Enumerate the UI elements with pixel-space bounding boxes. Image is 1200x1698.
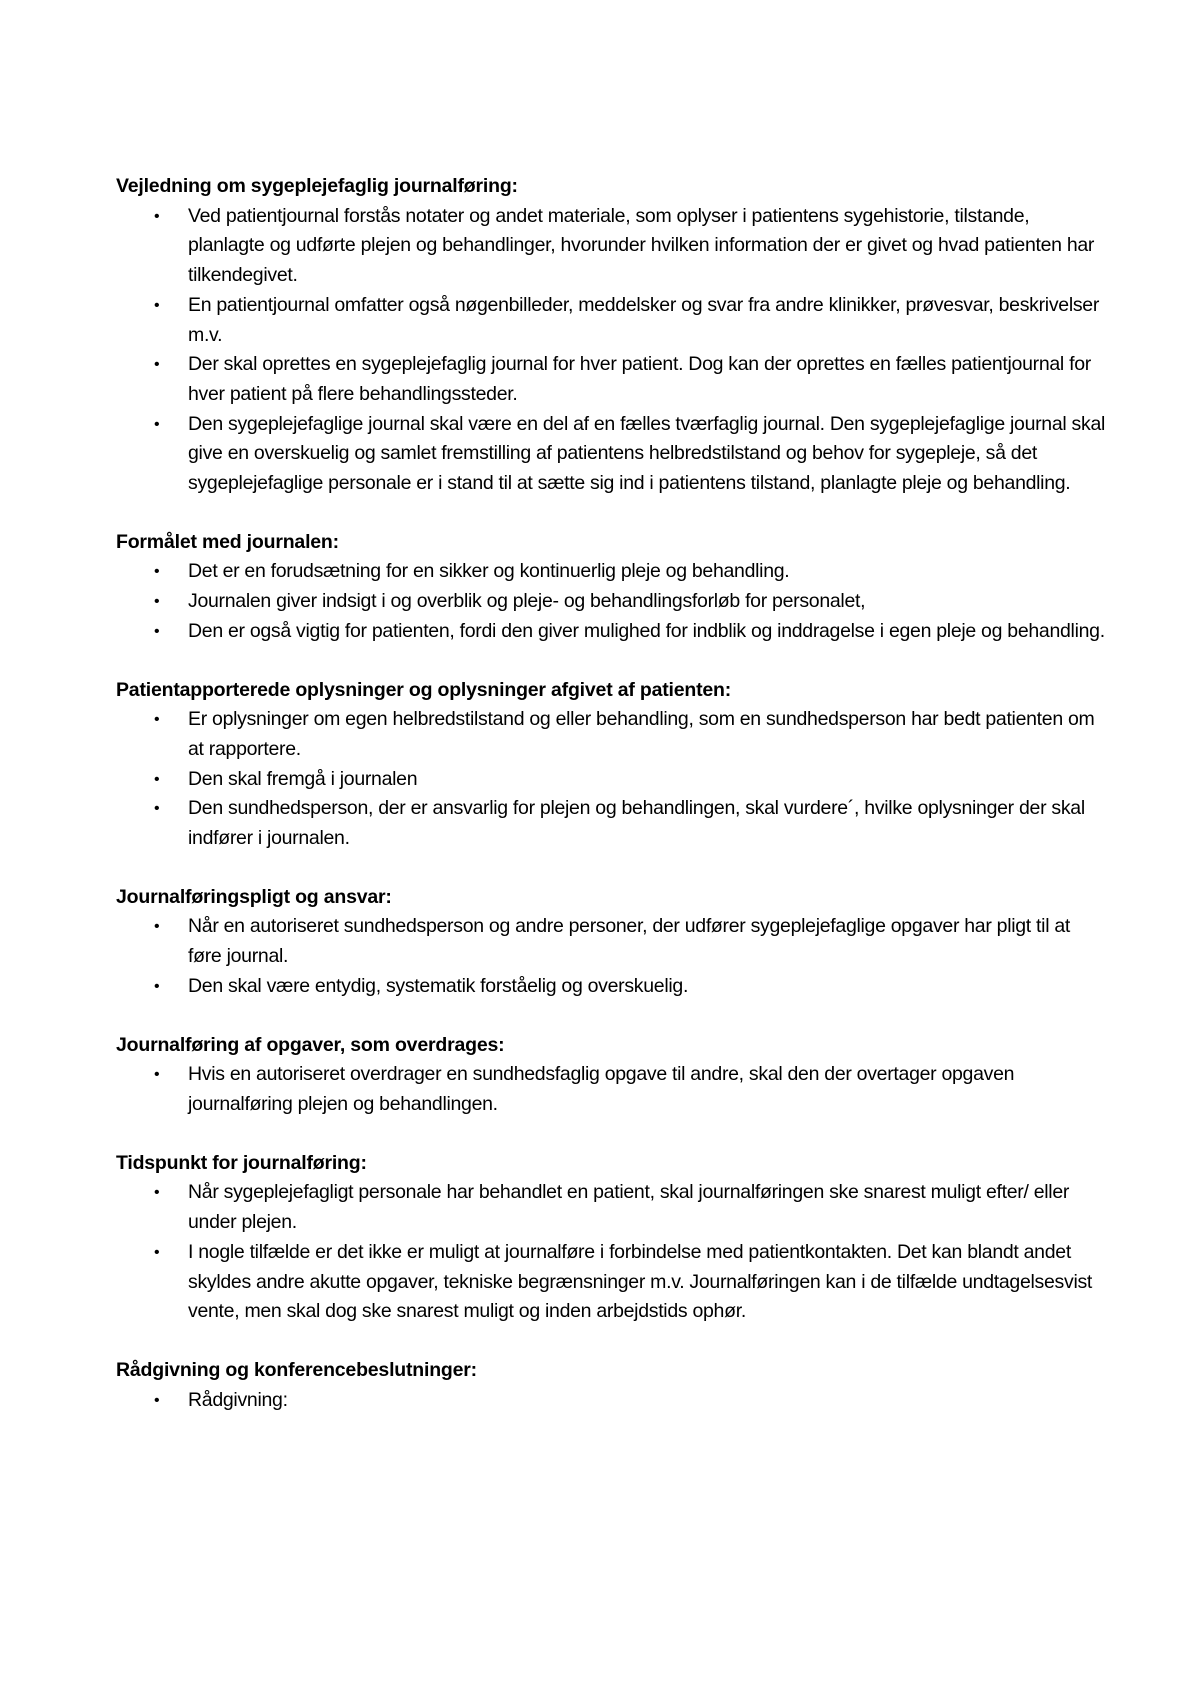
- section-vejledning: [116, 172, 1106, 499]
- bullet-icon: •: [154, 207, 160, 225]
- list-item-text: Den skal være entydig, systematik forståelig og overskuelig.: [188, 974, 689, 997]
- list-item-text: Den sygeplejefaglige journal skal være en del af en fælles tværfaglig journal. Den sygeplejefaglige journal skal give en overskuelig og samlet fremstilling af patientens helbredstilstand og behov for sygepleje, så det sygeplejefaglige personale er i stand til at sætte sig ind i patientens tilstand, planlagte pleje og behandling.: [188, 412, 1106, 495]
- list-item-text: Der skal oprettes en sygeplejefaglig journal for hver patient. Dog kan der oprettes en fælles patientjournal for hver patient på flere behandlingssteder.: [188, 353, 1091, 405]
- bullet-list: [116, 1178, 1106, 1327]
- bullet-icon: •: [154, 593, 160, 611]
- list-item: [116, 557, 1106, 587]
- bullet-icon: •: [154, 1391, 160, 1409]
- list-item: [116, 705, 1106, 764]
- bullet-icon: •: [154, 296, 160, 314]
- list-item-text: I nogle tilfælde er det ikke er muligt at journalføre i forbindelse med patientkontakten. Det kan blandt andet skyldes andre akutte opgaver, tekniske begrænsninger m.v. Journalføringen kan i de tilfælde undtagelsesvist vente, men skal dog ske snarest muligt og inden arbejdstids ophør.: [188, 1240, 1093, 1323]
- list-item: [116, 410, 1106, 499]
- list-item-text: Er oplysninger om egen helbredstilstand og eller behandling, som en sundhedsperson har bedt patienten om at rapportere.: [188, 708, 1095, 760]
- list-item-text: Det er en forudsætning for en sikker og kontinuerlig pleje og behandling.: [188, 560, 790, 583]
- list-item: [116, 1178, 1106, 1237]
- bullet-list: [116, 557, 1106, 646]
- section-patientapporterede: [116, 676, 1106, 854]
- bullet-list: [116, 705, 1106, 854]
- section-tidspunkt: [116, 1149, 1106, 1327]
- list-item: [116, 291, 1106, 350]
- bullet-icon: •: [154, 800, 160, 818]
- bullet-icon: •: [154, 563, 160, 581]
- list-item: [116, 1060, 1106, 1119]
- section-heading: Tidspunkt for journalføring:: [116, 1151, 367, 1174]
- bullet-icon: •: [154, 711, 160, 729]
- section-heading: Rådgivning og konferencebeslutninger:: [116, 1358, 477, 1381]
- document-page: [116, 172, 1106, 1444]
- section-raadgivning: [116, 1356, 1106, 1415]
- bullet-icon: •: [154, 918, 160, 936]
- list-item: [116, 765, 1106, 795]
- list-item-text: Når sygeplejefagligt personale har behandlet en patient, skal journalføringen ske snarest muligt efter/ eller under plejen.: [188, 1181, 1070, 1234]
- list-item-text: Rådgivning:: [188, 1388, 288, 1411]
- list-item: [116, 972, 1106, 1002]
- list-item-text: En patientjournal omfatter også nøgenbilleder, meddelsker og svar fra andre klinikker, prøvesvar, beskrivelser m.v.: [188, 293, 1100, 346]
- bullet-icon: •: [154, 622, 160, 640]
- bullet-icon: •: [154, 1243, 160, 1261]
- bullet-icon: •: [154, 1066, 160, 1084]
- bullet-icon: •: [154, 356, 160, 374]
- section-formaal: [116, 528, 1106, 647]
- list-item-text: Ved patientjournal forstås notater og andet materiale, som oplyser i patientens sygehistorie, tilstande, planlagte og udførte plejen og behandlinger, hvorunder hvilken information der er givet og hvad patienten har tilkendegivet.: [188, 204, 1095, 287]
- section-heading: Journalføring af opgaver, som overdrages:: [116, 1033, 505, 1056]
- bullet-list: [116, 202, 1106, 499]
- bullet-icon: •: [154, 770, 160, 788]
- bullet-icon: •: [154, 1184, 160, 1202]
- bullet-icon: •: [154, 977, 160, 995]
- list-item-text: Når en autoriseret sundhedsperson og andre personer, der udfører sygeplejefaglige opgaver har pligt til at føre journal.: [188, 915, 1071, 968]
- list-item-text: Hvis en autoriseret overdrager en sundhedsfaglig opgave til andre, skal den der overtager opgaven journalføring plejen og behandlingen.: [188, 1063, 1015, 1115]
- bullet-list: [116, 912, 1106, 1001]
- list-item: [116, 617, 1106, 647]
- list-item-text: Den sundhedsperson, der er ansvarlig for plejen og behandlingen, skal vurdere´, hvilke oplysninger der skal indfører i journalen.: [188, 797, 1085, 850]
- section-heading: Journalføringspligt og ansvar:: [116, 885, 392, 908]
- bullet-icon: •: [154, 415, 160, 433]
- section-heading: Formålet med journalen:: [116, 530, 339, 553]
- bullet-list: [116, 1386, 1106, 1416]
- section-journalfoeringspligt: [116, 883, 1106, 1002]
- section-heading: Patientapporterede oplysninger og oplysninger afgivet af patienten:: [116, 678, 732, 701]
- section-overdragelse: [116, 1031, 1106, 1120]
- list-item: [116, 587, 1106, 617]
- section-heading: Vejledning om sygeplejefaglig journalføring:: [116, 175, 518, 197]
- list-item-text: Den er også vigtig for patienten, fordi den giver mulighed for indblik og inddragelse i egen pleje og behandling.: [188, 619, 1105, 642]
- list-item: [116, 1386, 1106, 1416]
- list-item-text: Den skal fremgå i journalen: [188, 767, 418, 790]
- bullet-list: [116, 1060, 1106, 1119]
- list-item: [116, 350, 1106, 409]
- list-item: [116, 1238, 1106, 1327]
- list-item: [116, 202, 1106, 291]
- list-item: [116, 912, 1106, 971]
- list-item: [116, 794, 1106, 853]
- list-item-text: Journalen giver indsigt i og overblik og pleje- og behandlingsforløb for personalet,: [188, 590, 866, 613]
